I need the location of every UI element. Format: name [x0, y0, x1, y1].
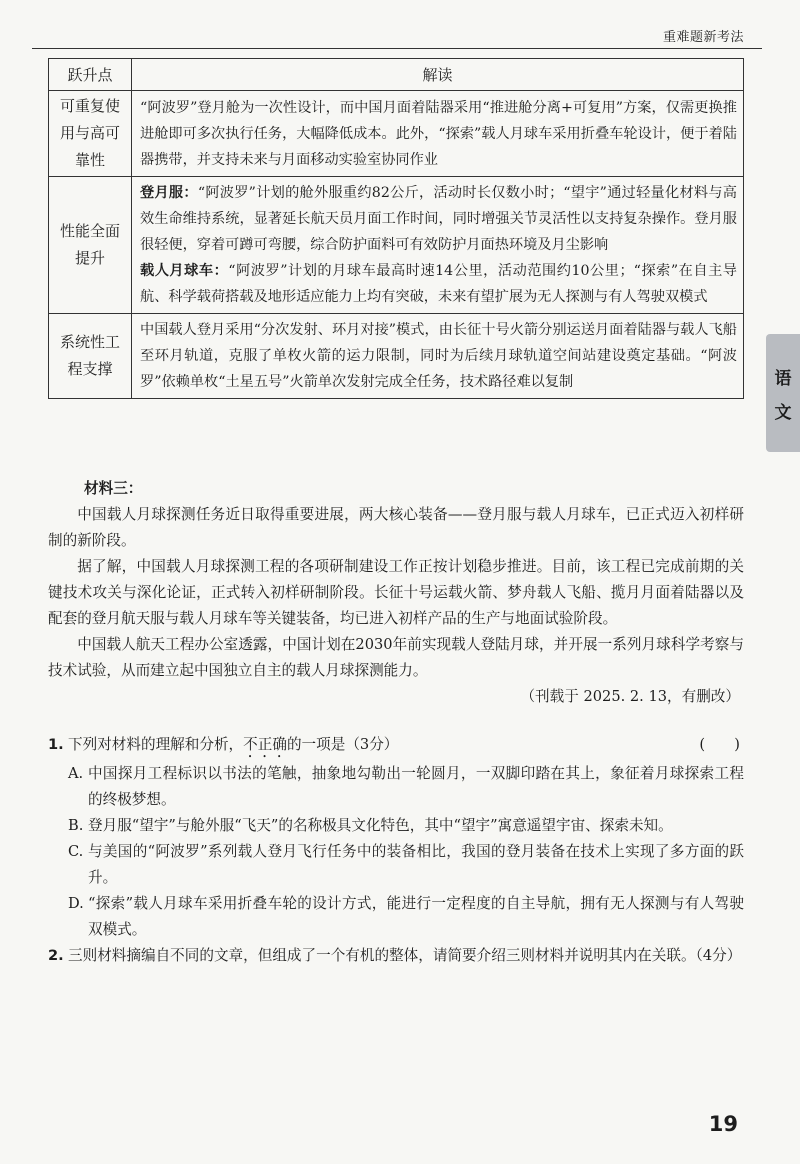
- option-text: 中国探月工程标识以书法的笔触，抽象地勾勒出一轮圆月，一双脚印踏在其上，象征着月球探索工程的终极梦想。: [88, 765, 744, 808]
- option-a[interactable]: [48, 761, 744, 813]
- question-stem-tail: 的一项是（3分）: [286, 736, 399, 753]
- table-row: [49, 177, 744, 314]
- table-header-cell: 解读: [132, 59, 744, 91]
- question-number: 2.: [48, 947, 64, 964]
- header-rule: [32, 48, 762, 49]
- table-row-key: 系统性工程支撑: [49, 314, 132, 399]
- side-tab-char: 语: [774, 369, 792, 389]
- option-text: “探索”载人月球车采用折叠车轮的设计方式，能进行一定程度的自主导航，拥有无人探测与有人驾驶双模式。: [88, 895, 744, 938]
- table-paragraph: [140, 258, 737, 310]
- option-text: 登月服“望宇”与舱外服“飞天”的名称极具文化特色，其中“望宇”寓意遥望宇宙、探索未知。: [88, 817, 673, 834]
- table-row: [49, 91, 744, 177]
- table-paragraph-label: 载人月球车：: [140, 263, 229, 279]
- table-paragraph-text: “阿波罗”计划的舱外服重约82公斤，活动时长仅数小时；“望宇”通过轻量化材料与高效生命维持系统，显著延长航天员月面工作时间，同时增强关节灵活性以支持复杂操作。登月服很轻便，穿着可蹲可弯腰，综合防护面料可有效防护月面热环境及月尘影响: [140, 185, 737, 253]
- question-emphasis: 不正确: [243, 736, 287, 753]
- table-paragraph-text: “阿波罗”计划的月球车最高时速14公里，活动范围约10公里；“探索”在自主导航、科学载荷搭载及地形适应能力上均有突破，未来有望扩展为无人探测与有人驾驶双模式: [140, 263, 737, 305]
- material-paragraph: 中国载人航天工程办公室透露，中国计划在2030年前实现载人登陆月球，并开展一系列月球科学考察与技术试验，从而建立起中国独立自主的载人月球探测能力。: [48, 636, 744, 679]
- page-number: 19: [708, 1112, 738, 1136]
- option-c[interactable]: [48, 839, 744, 891]
- table-row: [49, 314, 744, 399]
- table-row-text: [132, 177, 744, 314]
- table-header-row: [49, 59, 744, 91]
- option-d[interactable]: [48, 891, 744, 943]
- option-label: D.: [68, 895, 84, 912]
- table-paragraph: [140, 180, 737, 258]
- option-b[interactable]: [48, 813, 744, 839]
- answer-blank[interactable]: ( ): [699, 736, 740, 753]
- material-paragraph: 中国载人月球探测任务近日取得重要进展，两大核心装备——登月服与载人月球车，已正式迈入初样研制的新阶段。: [48, 506, 744, 549]
- table-row-text: 中国载人登月采用“分次发射、环月对接”模式，由长征十号火箭分别运送月面着陆器与载人飞船至环月轨道，克服了单枚火箭的运力限制，同时为后续月球轨道空间站建设奠定基础。“阿波罗”依赖单枚“土星五号”火箭单次发射完成全任务，技术路径难以复制: [132, 314, 744, 399]
- question-1: [48, 732, 744, 761]
- question-stem: 下列对材料的理解和分析，: [68, 736, 244, 753]
- question-2: [48, 943, 744, 969]
- questions: [48, 732, 744, 969]
- option-label: C.: [68, 843, 84, 860]
- table-row-text: “阿波罗”登月舱为一次性设计，而中国月面着陆器采用“推进舱分离+可复用”方案，仅需更换推进舱即可多次执行任务，大幅降低成本。此外，“探索”载人月球车采用折叠车轮设计，便于着陆器携带，并支持未来与月面移动实验室协同作业: [132, 91, 744, 177]
- table-row-key: 性能全面提升: [49, 177, 132, 314]
- question-number: 1.: [48, 736, 64, 753]
- material-source: （刊载于 2025. 2. 13，有删改）: [520, 688, 740, 705]
- material-paragraph: 据了解，中国载人月球探测工程的各项研制建设工作正按计划稳步推进。目前，该工程已完成前期的关键技术攻关与深化论证，正式转入初样研制阶段。长征十号运载火箭、梦舟载人飞船、揽月月面着陆器以及配套的登月航天服与载人月球车等关键装备，均已进入初样产品的生产与地面试验阶段。: [48, 558, 744, 627]
- option-label: A.: [68, 765, 84, 782]
- material-three: [48, 476, 744, 710]
- material-title: 材料三：: [84, 480, 143, 497]
- subject-side-tab: [766, 334, 800, 452]
- side-tab-char: 文: [774, 403, 792, 423]
- table-header-cell: 跃升点: [49, 59, 132, 91]
- option-text: 与美国的“阿波罗”系列载人登月飞行任务中的装备相比，我国的登月装备在技术上实现了多方面的跃升。: [88, 843, 744, 886]
- option-label: B.: [68, 817, 84, 834]
- table-row-key: 可重复使用与高可靠性: [49, 91, 132, 177]
- running-head: 重难题新考法: [662, 30, 744, 45]
- comparison-table: [48, 58, 744, 399]
- question-stem: 三则材料摘编自不同的文章，但组成了一个有机的整体，请简要介绍三则材料并说明其内在关联。（4分）: [68, 947, 742, 964]
- table-paragraph-label: 登月服：: [140, 185, 198, 201]
